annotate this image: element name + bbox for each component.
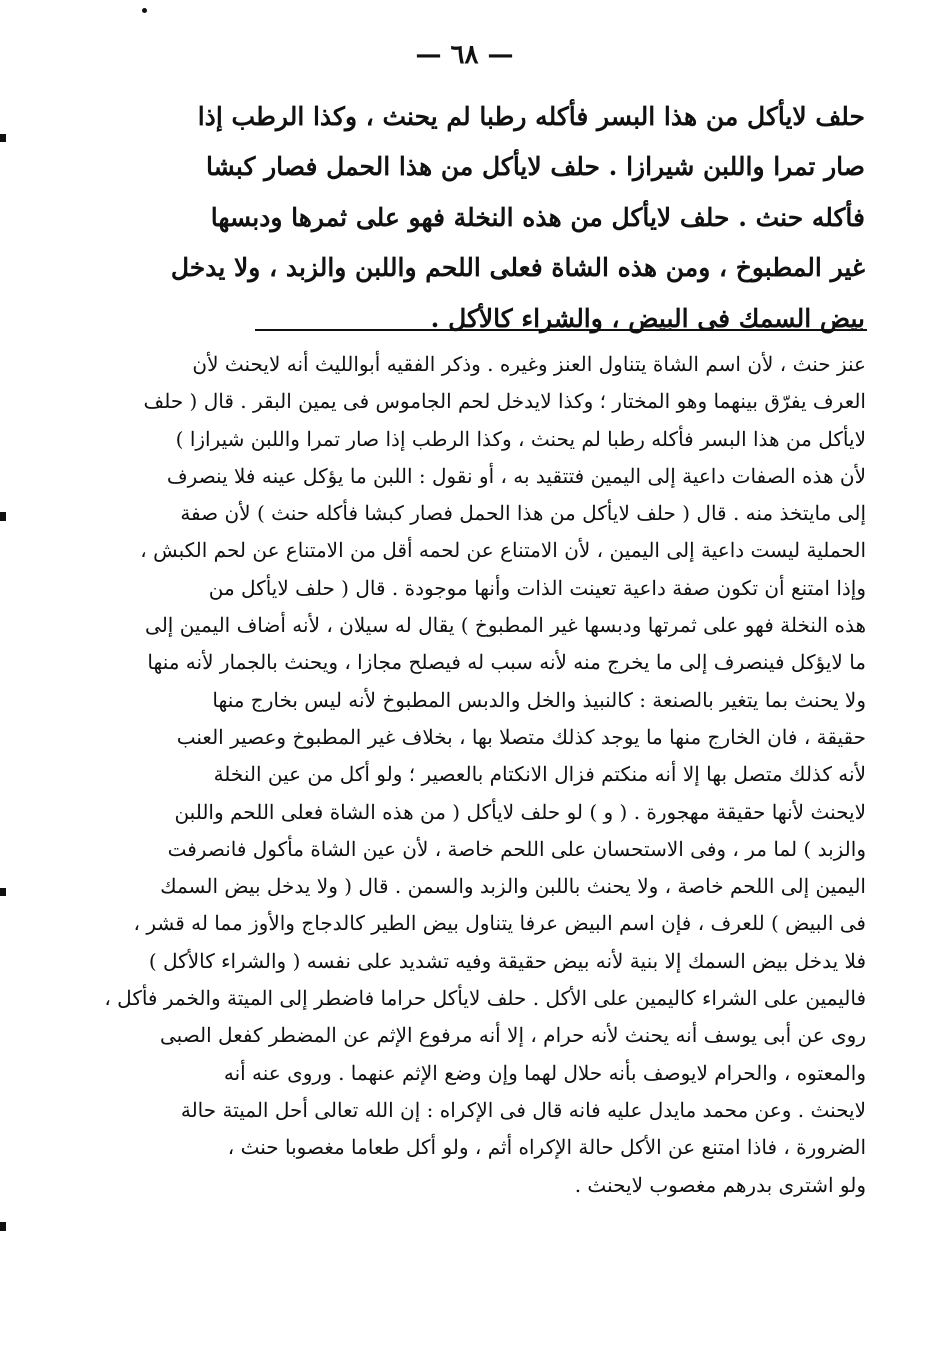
sharh-line: العرف يفرّق بينهما وهو المختار ؛ وكذا لايدخل لحم الجاموس فى يمين البقر . قال ( حلف <box>143 389 866 414</box>
sharh-line: الحملية ليست داعية إلى اليمين ، لأن الامتناع عن لحمه أقل من الامتناع عن لحم الكبش ، <box>140 538 866 563</box>
sharh-line: ولا يحنث بما يتغير بالصنعة : كالنبيذ والخل والدبس المطبوخ لأنه ليس بخارج منها <box>212 687 866 712</box>
margin-mark <box>0 1222 6 1231</box>
separator-rule <box>255 329 867 331</box>
sharh-line: هذه النخلة فهو على ثمرتها ودبسها غير المطبوخ ) يقال له سيلان ، لأنه أضاف اليمين إلى <box>145 613 866 638</box>
matn-text <box>95 92 865 344</box>
sharh-line: فلا يدخل بيض السمك إلا بنية لأنه بيض حقيقة وفيه تشديد على نفسه ( والشراء كالأكل ) <box>148 948 866 973</box>
sharh-line: إلى مايتخذ منه . قال ( حلف لايأكل من هذا الحمل فصار كبشا فأكله حنث ) لأن صفة <box>180 501 866 526</box>
sharh-line: عنز حنث ، لأن اسم الشاة يتناول العنز وغيره . وذكر الفقيه أبوالليث أنه لايحنث لأن <box>192 352 866 376</box>
margin-mark <box>0 134 6 142</box>
margin-mark <box>142 8 147 13</box>
sharh-text <box>88 346 866 1204</box>
sharh-line: اليمين إلى اللحم خاصة ، ولا يحنث باللبن والزبد والسمن . قال ( ولا يدخل بيض السمك <box>160 874 866 899</box>
margin-mark <box>0 888 6 896</box>
sharh-line: فى البيض ) للعرف ، فإن اسم البيض عرفا يتناول بيض الطير كالدجاج والأوز مما له قشر ، <box>133 911 866 936</box>
matn-line: صار تمرا واللبن شيرازا . حلف لايأكل من هذا الحمل فصار كبشا <box>206 152 865 182</box>
matn-line: بيض السمك فى البيض ، والشراء كالأكل . <box>430 303 865 333</box>
matn-line: فأكله حنث . حلف لايأكل من هذه النخلة فهو على ثمرها ودبسها <box>210 202 865 232</box>
sharh-line: والزبد ) لما مر ، وفى الاستحسان على اللحم خاصة ، لأن عين الشاة مأكول فانصرفت <box>167 836 866 861</box>
sharh-line: روى عن أبى يوسف أنه يحنث لأنه حرام ، إلا أنه مرفوع الإثم عن المضطر كفعل الصبى <box>160 1023 866 1048</box>
matn-line: حلف لايأكل من هذا البسر فأكله رطبا لم يحنث ، وكذا الرطب إذا <box>197 102 865 131</box>
sharh-line: لأن هذه الصفات داعية إلى اليمين فتتقيد به ، أو نقول : اللبن ما يؤكل عينه فلا ينصرف <box>166 463 866 488</box>
sharh-line: الضرورة ، فاذا امتنع عن الأكل حالة الإكراه أثم ، ولو أكل طعاما مغصوبا حنث ، <box>227 1135 866 1160</box>
margin-mark <box>0 512 6 521</box>
sharh-line: ما لايؤكل فينصرف إلى ما يخرج منه لأنه سبب له فيصلح مجازا ، ويحنث بالجمار لأنه منها <box>147 650 866 675</box>
sharh-line: حقيقة ، فان الخارج منها ما يوجد كذلك متصلا بها ، بخلاف غير المطبوخ وعصير العنب <box>176 724 866 749</box>
page-number: — ٦٨ — <box>415 40 514 70</box>
matn-line: غير المطبوخ ، ومن هذه الشاة فعلى اللحم واللبن والزبد ، ولا يدخل <box>170 253 865 283</box>
sharh-line: والمعتوه ، والحرام لايوصف بأنه حلال لهما وإن وضع الإثم عنهما . وروى عنه أنه <box>223 1060 866 1085</box>
sharh-line: ولو اشترى بدرهم مغصوب لايحنث . <box>574 1172 866 1197</box>
sharh-line: لايأكل من هذا البسر فأكله رطبا لم يحنث ، وكذا الرطب إذا صار تمرا واللبن شيرازا ) <box>175 426 866 451</box>
sharh-line: وإذا امتنع أن تكون صفة داعية تعينت الذات وأنها موجودة . قال ( حلف لايأكل من <box>208 575 866 600</box>
sharh-line: لايحنث لأنها حقيقة مهجورة . ( و ) لو حلف لايأكل ( من هذه الشاة فعلى اللحم واللبن <box>174 799 866 824</box>
sharh-line: لايحنث . وعن محمد مايدل عليه فانه قال فى الإكراه : إن الله تعالى أحل الميتة حالة <box>180 1097 866 1122</box>
sharh-line: لأنه كذلك متصل بها إلا أنه منكتم فزال الانكتام بالعصير ؛ ولو أكل من عين النخلة <box>213 762 866 787</box>
sharh-line: فاليمين على الشراء كاليمين على الأكل . حلف لايأكل حراما فاضطر إلى الميتة والخمر فأكل ، <box>104 986 866 1011</box>
